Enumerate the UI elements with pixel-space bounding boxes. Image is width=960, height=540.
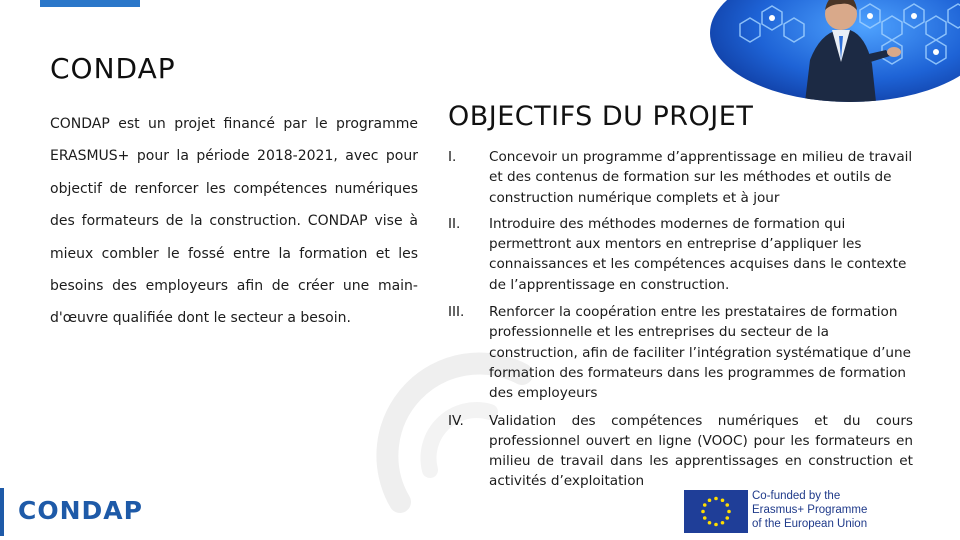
objective-item (448, 302, 913, 403)
eu-star (703, 503, 707, 507)
top-accent-bar (40, 0, 140, 7)
eu-star (721, 498, 725, 502)
hero-technology-image (710, 0, 960, 102)
eu-star (721, 521, 725, 525)
eu-star (714, 497, 718, 501)
eu-star (725, 503, 729, 507)
eu-line-1: Co-funded by the (752, 490, 841, 502)
eu-line-3: of the European Union (752, 518, 868, 531)
objective-text: Introduire des méthodes modernes de formation qui permettront aux mentors en entreprise d’appliquer les connaissances et les compétences acquises dans le contexte de l’apprentissage en construction. (489, 215, 907, 293)
objectives-heading: OBJECTIFS DU PROJET (448, 101, 754, 132)
eu-star (727, 510, 731, 514)
objective-number: I. (448, 149, 457, 165)
objective-text: Concevoir un programme d’apprentissage en milieu de travail et des contenus de formation sur les méthodes et outils de construction numérique complets et à jour (489, 149, 913, 206)
logo-text: CONDAP (18, 496, 143, 525)
objective-number: II. (448, 215, 461, 232)
eu-funding-text (752, 489, 867, 532)
condap-logo (0, 488, 150, 540)
objectives-list (448, 147, 913, 492)
objective-number: IV. (448, 412, 464, 429)
objective-item (448, 147, 913, 208)
objective-item (448, 214, 913, 295)
eu-star (714, 523, 718, 527)
eu-star (701, 510, 705, 514)
logo-bracket (0, 488, 4, 536)
eu-star (708, 498, 712, 502)
objective-text: Renforcer la coopération entre les prestataires de formation professionnelle et les entreprises du secteur de la construction, afin de faciliter l’intégration systématique d’une formation des formateurs dans les programmes de formation des employeurs (489, 304, 911, 402)
eu-star (708, 521, 712, 525)
objective-number: III. (448, 304, 465, 321)
eu-flag-icon (684, 490, 748, 533)
objective-text: Validation des compétences numériques et du cours professionnel ouvert en ligne (VOOC) pour les formateurs en milieu de travail dans les apprentissages en construction et activités d’exploitation (489, 412, 913, 490)
eu-star (703, 516, 707, 520)
eu-star (725, 516, 729, 520)
eu-line-2: Erasmus+ Programme (752, 504, 868, 517)
intro-paragraph: CONDAP est un projet financé par le programme ERASMUS+ pour la période 2018-2021, avec pour objectif de renforcer les compétences numériques des formateurs de la construction. CONDAP vise à mieux combler le fossé entre la formation et les besoins des employeurs afin de créer une main-d'œuvre qualifiée dont le secteur a besoin. (50, 116, 418, 327)
eu-cofunded-badge (684, 490, 904, 534)
page-title: CONDAP (50, 52, 176, 85)
objective-item (448, 411, 913, 492)
